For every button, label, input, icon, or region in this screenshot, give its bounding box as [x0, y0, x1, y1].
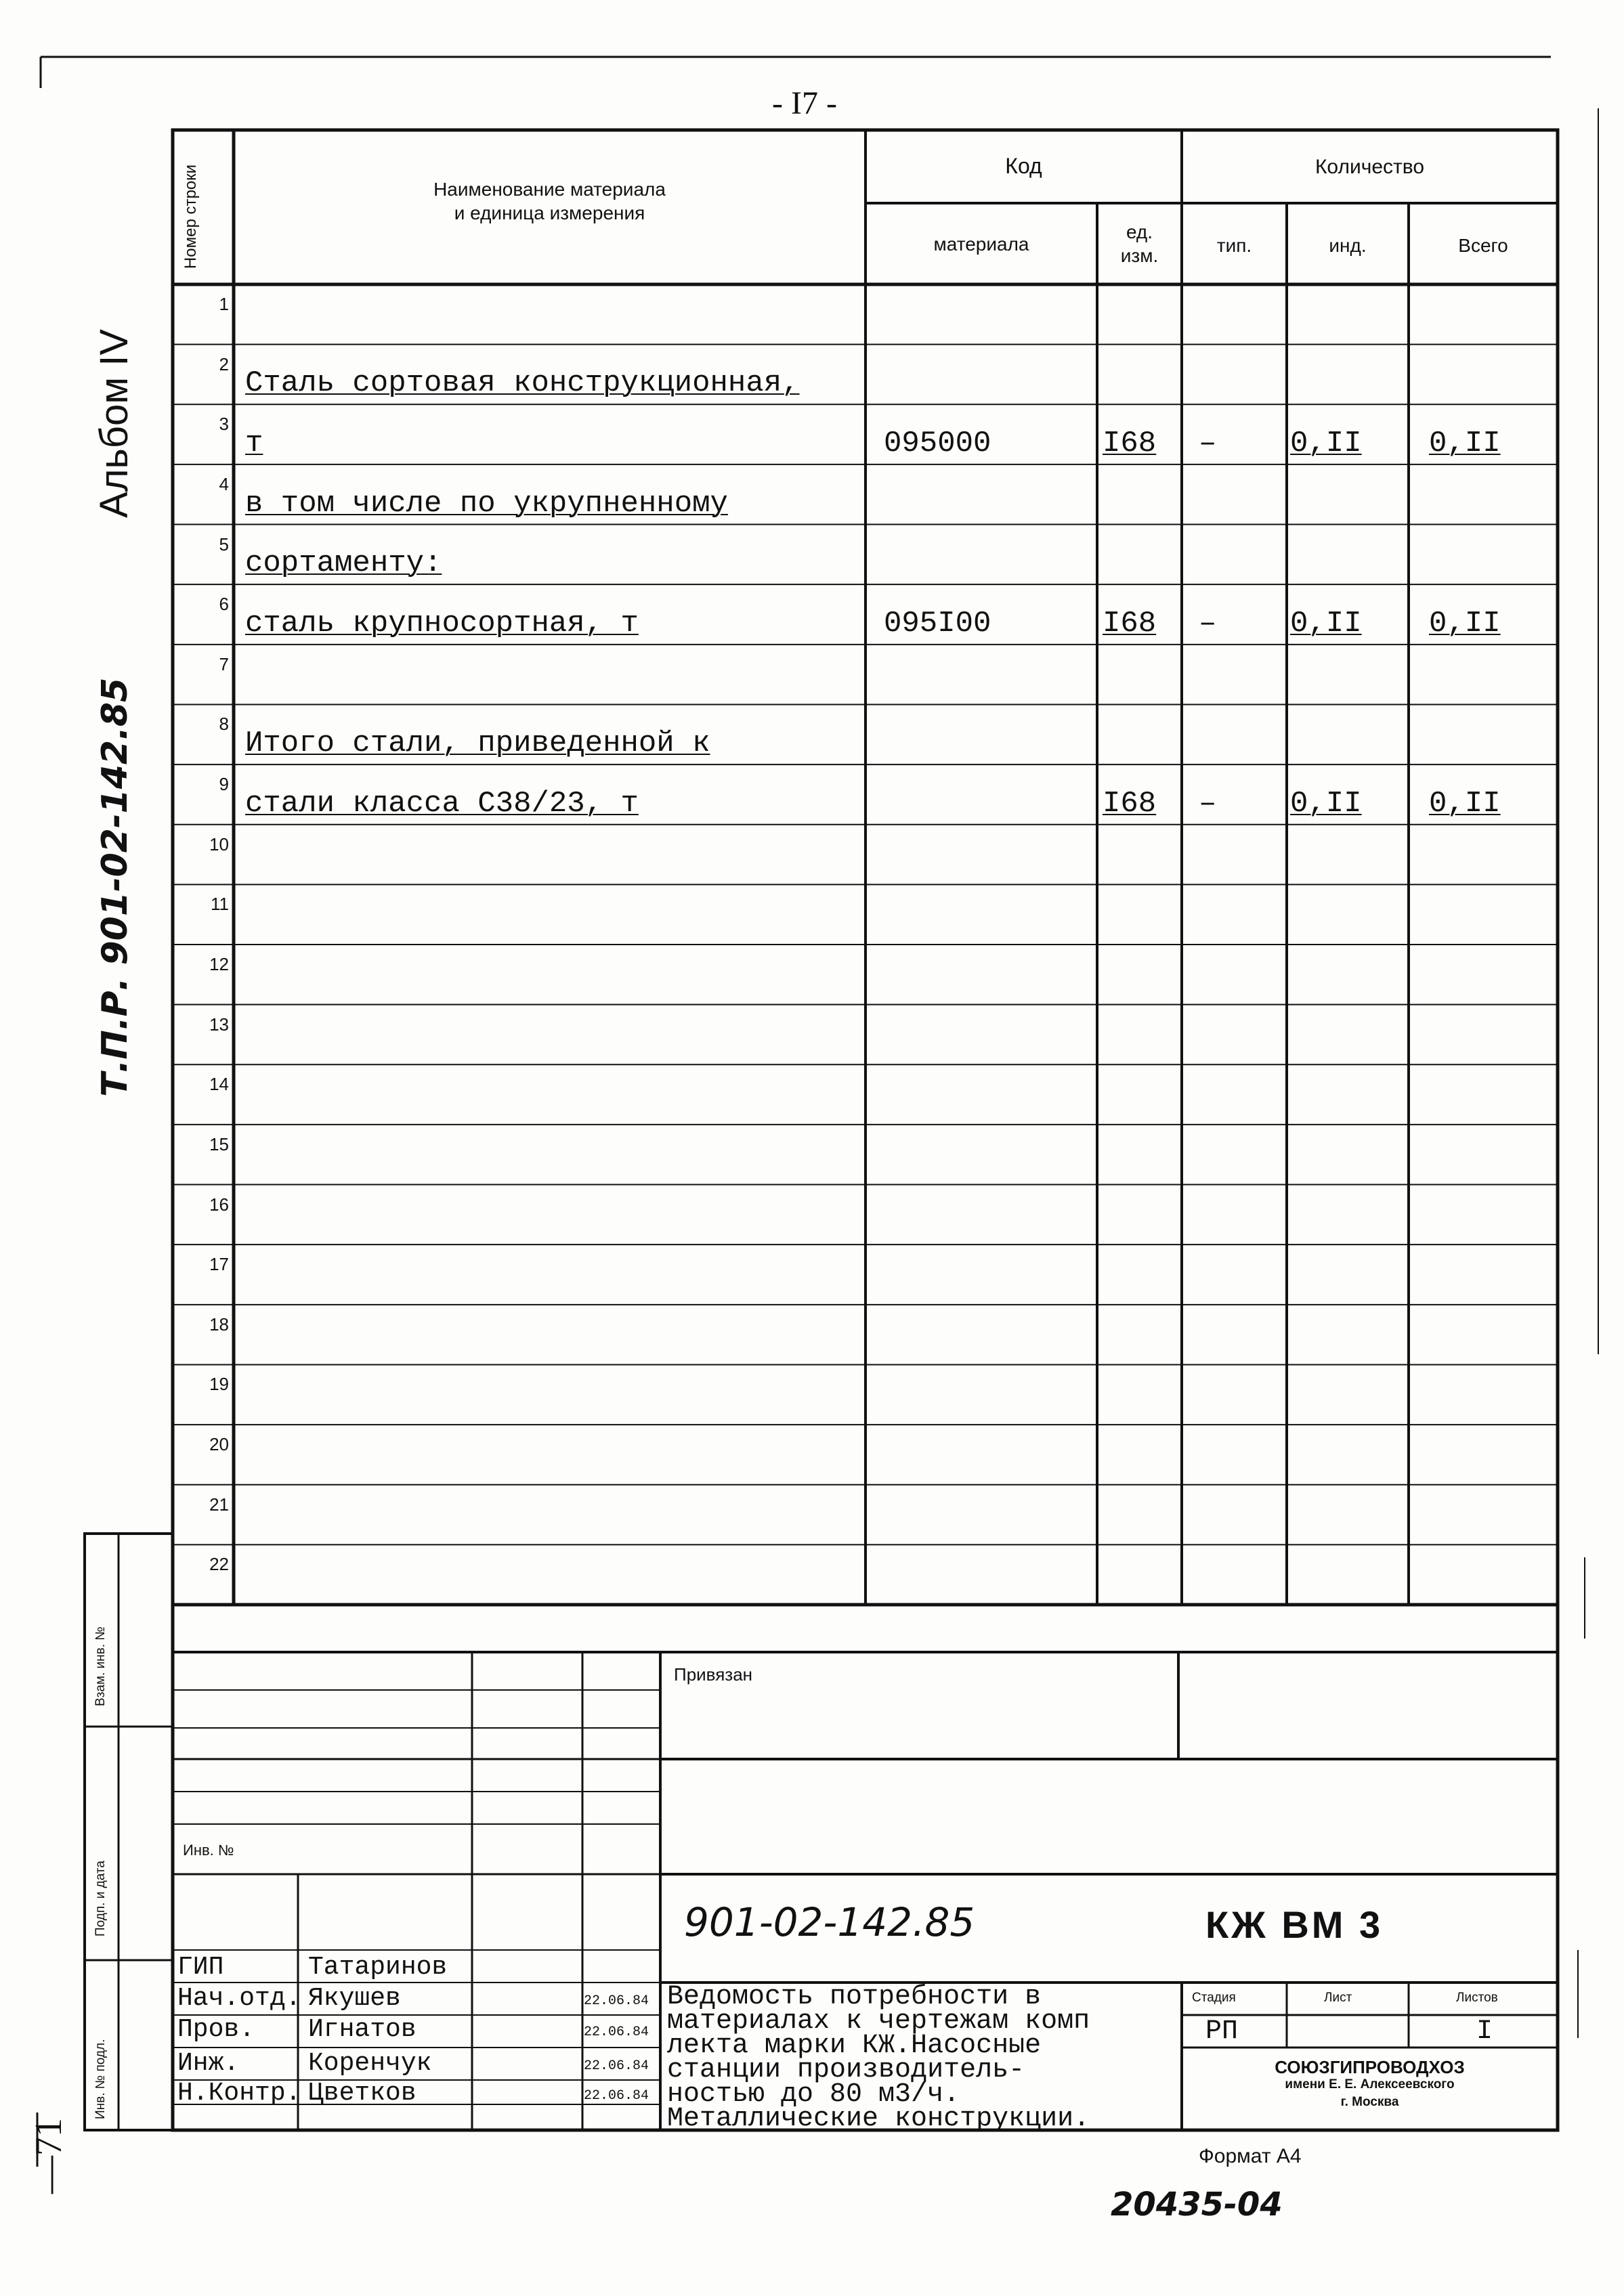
sheet-label: Лист — [1324, 1991, 1352, 2005]
header-row-number: Номер строки — [181, 164, 200, 269]
row-number: 11 — [211, 894, 229, 915]
row-name: т — [245, 426, 263, 460]
header-code: Код — [1005, 154, 1042, 178]
row-name: стали класса С38/23, т — [245, 786, 639, 821]
row-ind: 0,II — [1290, 606, 1362, 641]
header-qty-ind: инд. — [1329, 235, 1367, 256]
sig-role: Н.Контр. — [177, 2079, 301, 2108]
row-number: 18 — [209, 1314, 229, 1335]
row-number: 1 — [219, 294, 229, 314]
row-number: 8 — [219, 714, 229, 735]
row-number: 20 — [209, 1434, 229, 1455]
vzam-inv-label: Взам. инв. № — [93, 1626, 108, 1706]
footer-code: 20435-04 — [1111, 2186, 1283, 2224]
row-ind: 0,II — [1290, 786, 1362, 821]
row-unit: I68 — [1103, 786, 1157, 821]
sig-name: Цветков — [308, 2079, 416, 2108]
row-code: 095I00 — [884, 606, 991, 641]
sig-role: Пров. — [177, 2015, 255, 2044]
row-total: 0,II — [1429, 786, 1501, 821]
row-number: 6 — [219, 594, 229, 615]
header-code-unit: ед. изм. — [1120, 221, 1159, 266]
header-qty-typ: тип. — [1216, 235, 1252, 256]
page-number: - I7 - — [772, 85, 837, 121]
row-total: 0,II — [1429, 606, 1501, 641]
document-title: Ведомость потребности в материалах к чертежам комп лекта марки КЖ.Насосные станции производитель- ностью до 80 м3/ч. Металлические конструкции. — [667, 1982, 1090, 2134]
privyazan-label: Привязан — [674, 1664, 753, 1685]
row-unit: I68 — [1103, 606, 1157, 641]
designation: 901-02-142.85 — [684, 1899, 975, 1945]
row-number: 16 — [209, 1194, 229, 1215]
sig-name: Татаринов — [308, 1953, 448, 1982]
sig-role: ГИП — [177, 1953, 224, 1982]
header-name: Наименование материала и единица измерения — [433, 179, 666, 223]
row-number: 13 — [209, 1014, 229, 1035]
sheets-value: I — [1476, 2016, 1493, 2047]
row-number: 17 — [209, 1254, 229, 1275]
sheet-mark: —71 — [28, 2118, 70, 2194]
sheets-label: Листов — [1456, 1991, 1498, 2005]
header-code-material: материала — [933, 234, 1029, 255]
sig-date: 22.06.84 — [584, 2024, 649, 2040]
row-number: 15 — [209, 1133, 229, 1154]
stage-value: РП — [1205, 2016, 1239, 2047]
row-number: 10 — [209, 833, 229, 854]
row-number: 5 — [219, 534, 229, 555]
row-number: 3 — [219, 414, 229, 435]
row-name: сортаменту: — [245, 546, 442, 581]
row-number: 14 — [209, 1074, 229, 1095]
row-code: 095000 — [884, 426, 991, 460]
row-typ: – — [1199, 786, 1217, 821]
sig-name: Коренчук — [308, 2049, 432, 2078]
row-number: 19 — [209, 1374, 229, 1395]
row-name: в том числе по укрупненному — [245, 486, 728, 521]
row-number: 12 — [209, 954, 229, 974]
row-name: сталь крупносортная, т — [245, 606, 639, 641]
format-label: Формат А4 — [1199, 2145, 1302, 2167]
sig-date: 22.06.84 — [584, 2088, 649, 2104]
sig-date: 22.06.84 — [584, 1993, 649, 2009]
row-typ: – — [1199, 426, 1217, 460]
row-typ: – — [1199, 606, 1217, 641]
row-number: 9 — [219, 774, 229, 795]
podp-data-label: Подп. и дата — [93, 1861, 108, 1936]
drawing-mark: КЖ ВМ 3 — [1205, 1903, 1384, 1946]
row-number: 2 — [219, 353, 229, 374]
row-ind: 0,II — [1290, 426, 1362, 460]
stage-label: Стадия — [1192, 1991, 1236, 2005]
row-name: Итого стали, приведенной к — [245, 727, 710, 761]
row-number: 22 — [209, 1554, 229, 1575]
sig-role: Инж. — [177, 2049, 240, 2078]
row-name: Сталь сортовая конструкционная, — [245, 366, 800, 401]
project-code: Т.П.Р. 901-02-142.85 — [95, 677, 135, 1097]
header-qty-total: Всего — [1458, 235, 1508, 256]
inv-podl-label: Инв. № подл. — [93, 2039, 108, 2119]
row-number: 21 — [209, 1494, 229, 1515]
sig-role: Нач.отд. — [177, 1984, 301, 2013]
header-quantity: Количество — [1315, 156, 1425, 178]
sig-name: Якушев — [308, 1984, 401, 2013]
row-number: 4 — [219, 473, 229, 494]
inv-no-label: Инв. № — [183, 1842, 234, 1859]
album-label: Альбом IV — [92, 328, 136, 518]
row-total: 0,II — [1429, 426, 1501, 460]
organization: СОЮЗГИПРОВОДХОЗ имени Е. Е. Алексеевского г. Москва — [1275, 2057, 1465, 2109]
sig-name: Игнатов — [308, 2015, 416, 2044]
row-unit: I68 — [1103, 426, 1157, 460]
sig-date: 22.06.84 — [584, 2058, 649, 2074]
row-number: 7 — [219, 653, 229, 674]
